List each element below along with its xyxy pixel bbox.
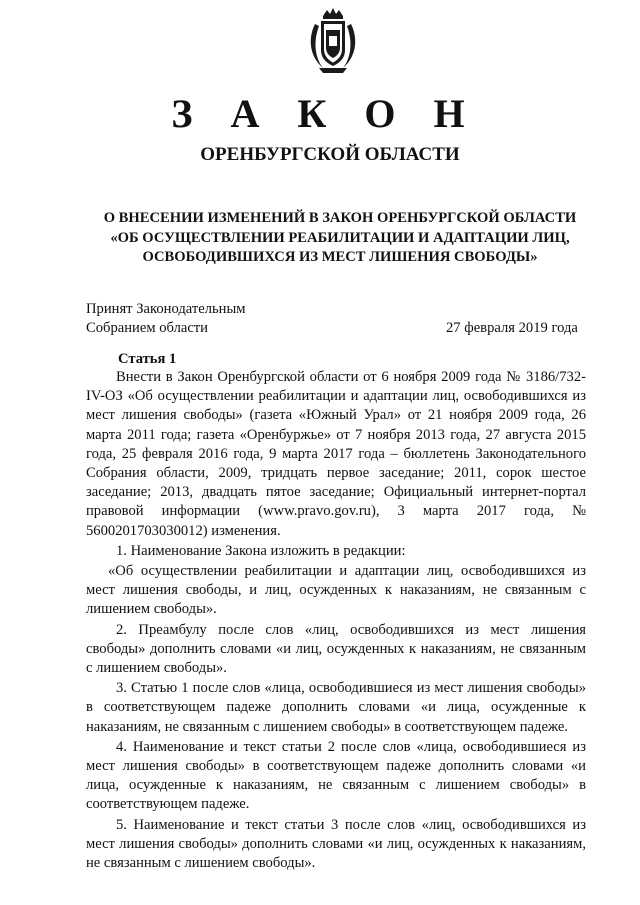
document-region: ОРЕНБУРГСКОЙ ОБЛАСТИ	[200, 144, 460, 165]
document-subtitle	[80, 209, 600, 268]
body-paragraph: 1. Наименование Закона изложить в редакции:	[116, 542, 406, 559]
adopted-by	[86, 300, 245, 338]
body-paragraph: 2. Преамбулу после слов «лиц, освободившихся из мест лишения свободы» дополнить словами «и лиц, осужденных к наказаниям, не связанным с лишением свободы».	[86, 621, 586, 677]
document-title: З А К О Н	[171, 91, 479, 136]
body-paragraph: 5. Наименование и текст статьи 3 после слов «лиц, освободившихся из мест лишения свободы» дополнить словами «и лиц, осужденных к наказаниям, не связанным с лишением свободы».	[86, 816, 586, 872]
coat-of-arms-icon	[305, 6, 361, 76]
body-paragraph: «Об осуществлении реабилитации и адаптации лиц, освободившихся из мест лишения свободы, и лиц, осужденных к наказаниям, не связанным с лишением свободы».	[86, 563, 586, 618]
subtitle-line: О ВНЕСЕНИИ ИЗМЕНЕНИЙ В ЗАКОН ОРЕНБУРГСКОЙ ОБЛАСТИ	[103, 210, 577, 226]
subtitle-line: ОСВОБОДИВШИХСЯ ИЗ МЕСТ ЛИШЕНИЯ СВОБОДЫ»	[142, 249, 538, 265]
article-body	[86, 368, 586, 874]
adopted-by-line: Принят Законодательным	[86, 301, 246, 317]
body-paragraph: 3. Статью 1 после слов «лица, освободившиеся из мест лишения свободы» в соответствующем падеже дополнить словами «и лица, осужденные к наказаниям, не связанным с лишением свободы» в соответствующем падеже.	[86, 680, 586, 735]
body-paragraph: Внести в Закон Оренбургской области от 6 ноября 2009 года № 3186/732-IV-ОЗ «Об осуществлении реабилитации и адаптации лиц, освободившихся из мест лишения свободы» (газета «Южный Урал» от 21 ноября 2009 года, 26 марта 2011 года; газета «Оренбуржье» от 7 ноября 2013 года, 27 августа 2015 года, 25 февраля 2016 года, 9 марта 2017 года – бюллетень Законодательного Собрания области, 2009, тридцать первое заседание; 2011, сорок шестое заседание; 2013, двадцать пятое заседание; Официальный интернет-портал правовой информации (www.pravo.gov.ru), 3 марта 2017 года, № 5600201703030012) изменения.	[86, 369, 586, 539]
adopted-by-line: Собранием области	[86, 320, 208, 336]
article-heading: Статья 1	[118, 351, 177, 367]
subtitle-line: «ОБ ОСУЩЕСТВЛЕНИИ РЕАБИЛИТАЦИИ И АДАПТАЦИИ ЛИЦ,	[110, 229, 570, 246]
body-paragraph: 4. Наименование и текст статьи 2 после слов «лица, освободившиеся из мест лишения свободы» в соответствующем падеже дополнить словами «и лица, осужденные к наказаниям, не связанным с лишением свободы» в соответствующем падеже.	[86, 738, 586, 813]
adoption-date: 27 февраля 2019 года	[446, 320, 578, 336]
